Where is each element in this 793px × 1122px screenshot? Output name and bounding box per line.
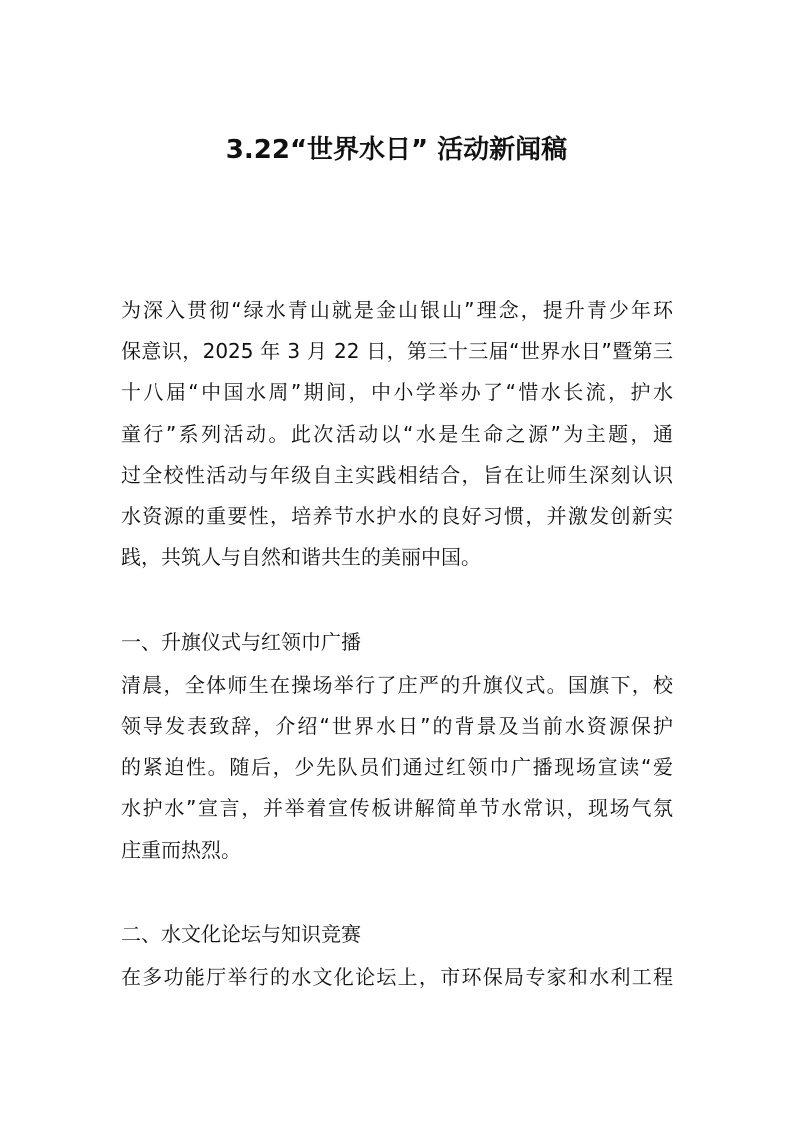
document-title: 3.22“世界水日” 活动新闻稿 [225, 135, 568, 165]
intro-line: 十八届“中国水周”期间，中小学举办了“惜水长流，护水 [121, 380, 673, 404]
intro-line: 过全校性活动与年级自主实践相结合，旨在让师生深刻认识 [121, 463, 673, 487]
intro-line: 践，共筑人与自然和谐共生的美丽中国。 [121, 545, 481, 569]
intro-line: 保意识，2025 年 3 月 22 日，第三十三届“世界水日”暨第三 [121, 339, 673, 363]
intro-line: 童行”系列活动。此次活动以“水是生命之源”为主题，通 [121, 422, 673, 446]
section-line: 领导发表致辞，介绍“世界水日”的背景及当前水资源保护 [121, 714, 673, 738]
section-line: 清晨，全体师生在操场举行了庄严的升旗仪式。国旗下，校 [121, 673, 673, 697]
intro-line: 水资源的重要性，培养节水护水的良好习惯，并激发创新实 [121, 504, 673, 528]
section-line: 庄重而热烈。 [121, 838, 241, 862]
section-line: 水护水”宣言，并举着宣传板讲解简单节水常识，现场气氛 [121, 796, 673, 820]
intro-line: 为深入贯彻“绿水青山就是金山银山”理念，提升青少年环 [121, 298, 673, 322]
section-heading: 一、升旗仪式与红领巾广播 [121, 630, 361, 654]
section-heading: 二、水文化论坛与知识竞赛 [121, 922, 361, 946]
section-line: 的紧迫性。随后，少先队员们通过红领巾广播现场宣读“爱 [121, 755, 673, 779]
section-line: 在多功能厅举行的水文化论坛上，市环保局专家和水利工程 [121, 965, 673, 989]
